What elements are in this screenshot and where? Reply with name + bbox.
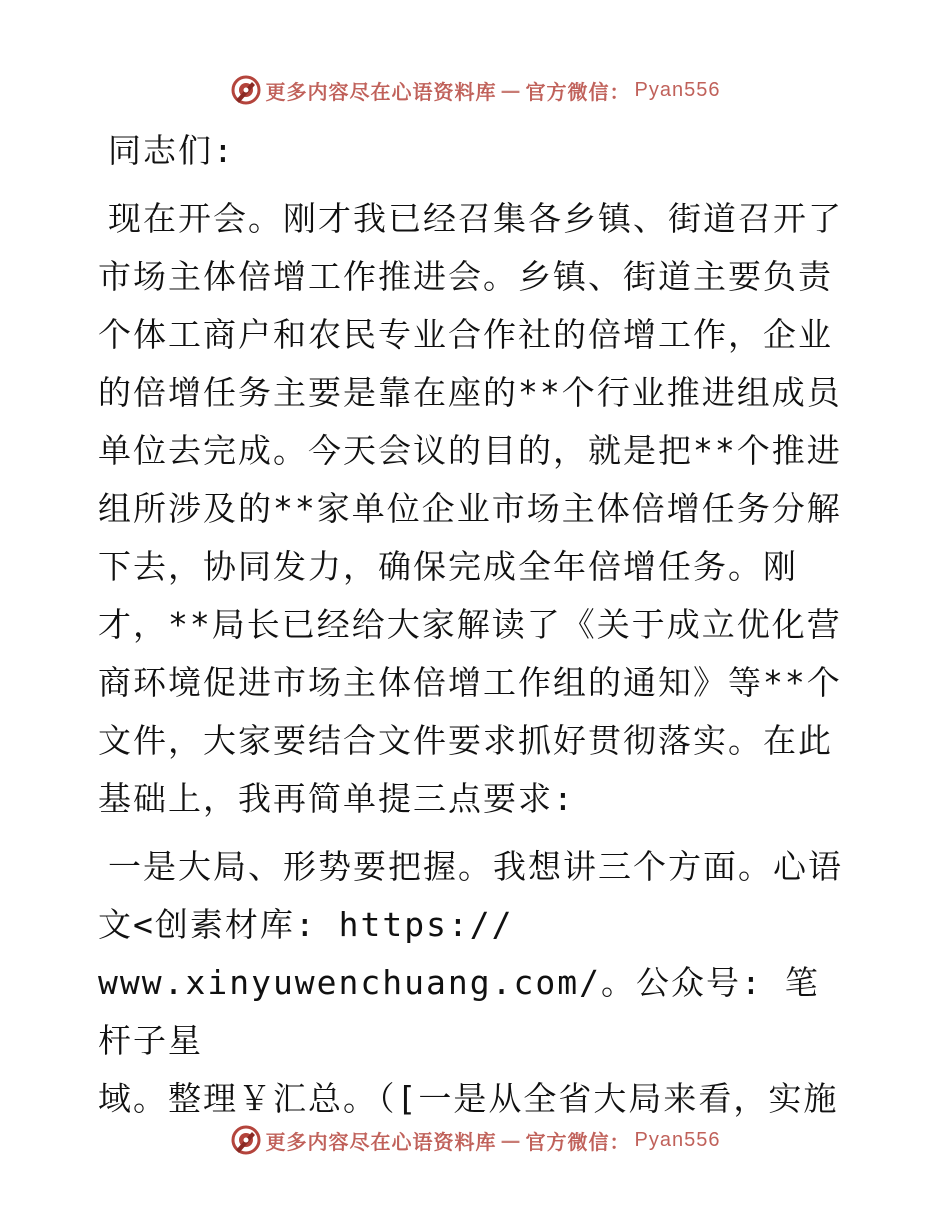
watermark-main-text: 更多内容尽在心语资料库	[265, 1129, 497, 1154]
watermark-id: Pyan556	[634, 78, 721, 101]
footer-watermark	[0, 1120, 950, 1160]
watermark-dash: —	[500, 1128, 522, 1152]
paragraph-intro: 现在开会。刚才我已经召集各乡镇、街道召开了市场主体倍增工作推进会。乡镇、街道主要负责个体工商户和农民专业合作社的倍增工作，企业的倍增任务主要是靠在座的**个行业推进组成员单位去完成。今天会议的目的，就是把**个推进组所涉及的**家单位企业市场主体倍增任务分解下去，协同发力，确保完成全年倍增任务。刚才，**局长已经给大家解读了《关于成立优化营商环境促进市场主体倍增工作组的通知》等**个文件，大家要结合文件要求抓好贯彻落实。在此基础上，我再简单提三点要求:	[98, 199, 843, 818]
watermark-sub-text: 官方微信：	[525, 79, 631, 104]
paragraph-continuation: 域。整理￥汇总。（[一是从全省大局来看，实施	[98, 1079, 839, 1118]
watermark-main-text: 更多内容尽在心语资料库	[265, 79, 497, 104]
watermark-dash: —	[500, 78, 522, 102]
salutation: 同志们:	[108, 131, 235, 170]
header-watermark	[0, 70, 950, 110]
watermark-id: Pyan556	[634, 1128, 721, 1151]
watermark-brand	[230, 74, 721, 106]
watermark-sub-text: 官方微信：	[525, 1129, 631, 1154]
watermark-brand-footer	[230, 1124, 721, 1156]
paragraph-point-one: 一是大局、形势要把握。我想讲三个方面。心语文<创素材库: https://	[98, 847, 843, 944]
document-body	[98, 122, 850, 1138]
pen-logo-icon	[230, 74, 262, 106]
paragraph-url-line: www.xinyuwenchuang.com/。公众号: 笔杆子星	[98, 963, 820, 1060]
pen-logo-icon	[230, 1124, 262, 1156]
